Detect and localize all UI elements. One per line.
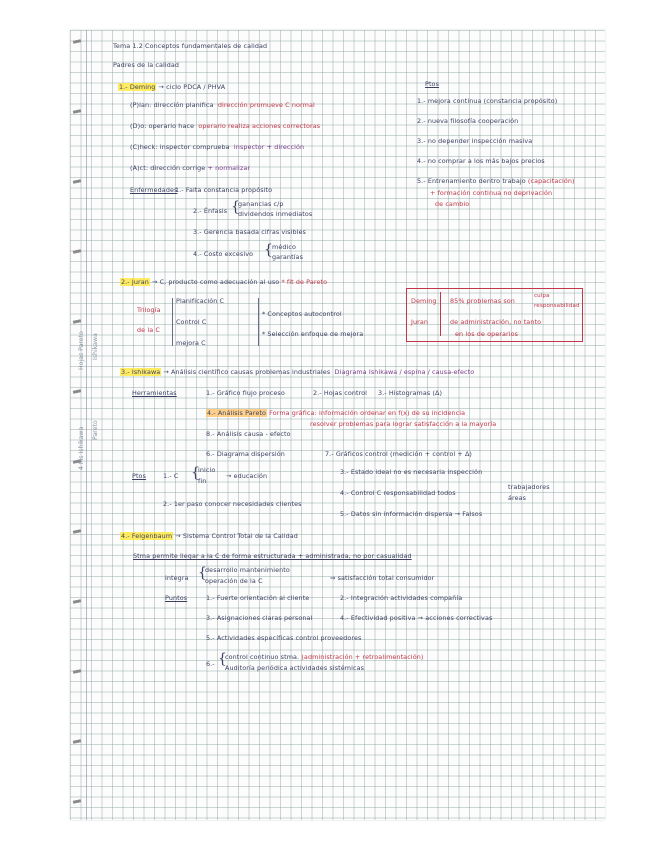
box-text: de administración, no tanto [450, 318, 542, 326]
point-item: 5.- Entrenamiento dentro trabajo (capacitación) [417, 177, 575, 185]
ishikawa-point: 3.- Estado ideal no es necesaria inspección [340, 468, 483, 476]
feigenbaum-point: 6.- [206, 660, 215, 668]
trilogy-note: * Selección enfoque de mejora [262, 330, 364, 338]
ishikawa-point: 2.- 1er paso conocer necesidades clientes [163, 500, 302, 508]
ishikawa-subpoint: fin [198, 477, 207, 485]
disease-subitem: dividendos inmediatos [238, 210, 313, 218]
ishikawa-heading: 3.- Ishikawa → Análisis científico causas problemas industriales Diagrama Ishikawa / espina / causa-efecto [121, 368, 475, 376]
section-subtitle: Padres de la calidad [113, 61, 180, 69]
margin-line [86, 30, 87, 820]
disease-item: 2.- Énfasis [193, 207, 228, 215]
deming-do: (D)o: operario hace operario realiza acciones correctoras [130, 122, 321, 130]
disease-subitem: ganancias c/p [238, 200, 284, 208]
integra-item: desarrollo mantenimiento [205, 566, 290, 574]
tool-item: 3.- Histogramas (Δ) [378, 389, 443, 397]
points-title: Ptos [425, 80, 439, 88]
feigenbaum-subpoint: Auditoría periódica actividades sistémicas [225, 664, 365, 672]
disease-item: 4.- Costo excesivo [193, 250, 254, 258]
tool-item: 4.- Análisis Pareto Forma gráfica: información ordenar en f(x) de su incidencia [207, 409, 466, 417]
disease-subitem: garantías [272, 253, 303, 261]
diseases-title: Enfermedades [130, 186, 178, 194]
box-text: 85% problemas son [450, 297, 515, 305]
ptos-title: Ptos [132, 472, 146, 480]
deming-check: (C)heck: inspector comprueba inspector + dirección [130, 143, 305, 151]
juran-heading: 2.- Juran → C, producto como adecuación al uso * fit de Pareto [121, 278, 328, 286]
box-text: responsabilidad [534, 303, 580, 309]
trilogy-bracket [258, 298, 259, 346]
ishikawa-subpoint: inicio [198, 466, 216, 474]
point-note: + formación continua no deprivación [430, 189, 553, 197]
disease-item: 3.- Gerencia basada cifras visibles [193, 228, 306, 236]
brace: { [264, 242, 273, 258]
tool-item: 6.- Diagrama dispersión [206, 450, 285, 458]
tools-title: Herramientas [132, 389, 177, 397]
tool-item: 1.- Gráfico flujo proceso [206, 389, 285, 397]
margin-note: Ishikawa [92, 333, 99, 360]
trilogy-label: de la C [137, 326, 160, 334]
ishikawa-point: 4.- Control C responsabilidad todos [340, 489, 456, 497]
tool-item: 7.- Gráficos control (medición + control + Δ) [325, 450, 473, 458]
tool-item: 8.- Análisis causa - efecto [206, 430, 291, 438]
feigenbaum-subpoint: control continuo stma. (administración + retroalimentación) [225, 653, 424, 661]
integra-result: ⇒ satisfacción total consumidor [330, 574, 435, 582]
box-label: Deming [411, 297, 437, 305]
brace: { [191, 465, 200, 481]
feigenbaum-point: 2.- Integración actividades compañía [340, 594, 463, 602]
brace: { [198, 565, 207, 581]
margin-note: 4 Ms Ishikawa [78, 426, 85, 470]
box-text: en los de operarios [455, 330, 519, 338]
trilogy-bracket [172, 298, 173, 346]
point-item: 3.- no depender inspección masiva [417, 137, 533, 145]
ishikawa-point: → educación [226, 472, 268, 480]
point-item: 4.- no comprar a los más bajos precios [417, 157, 545, 165]
feigenbaum-point: 5.- Actividades específicas control proveedores [206, 634, 362, 642]
box-text: culpa [534, 293, 550, 299]
feigenbaum-heading: 4.- Feigenbaum → Sistema Control Total de la Calidad [121, 532, 298, 540]
disease-item: 1.- Falta constancia propósito [175, 186, 273, 194]
feigenbaum-point: 4.- Efectividad positiva → acciones correctivas [340, 614, 493, 622]
deming-heading: 1.- Deming → ciclo PDCA / PHVA [119, 83, 226, 91]
ishikawa-subpoint: áreas [508, 494, 527, 502]
feigenbaum-point: 3.- Asignaciones claras personal [206, 614, 313, 622]
point-item: 1.- mejora continua (constancia propósito) [417, 97, 558, 105]
margin-note: Hojas Pareto [78, 331, 85, 370]
integra-label: integra [165, 574, 189, 582]
deming-plan: (P)lan: dirección planifica dirección promueve C normal [130, 101, 315, 109]
page-title: Tema 1.2 Conceptos fundamentales de calidad [113, 42, 268, 50]
tool-item: 2.- Hojas control [313, 389, 368, 397]
sistema-line: Stma permite llegar a la C de forma estructurada + administrada, no por casualidad [133, 552, 412, 560]
disease-subitem: médico [272, 243, 297, 251]
brace: { [231, 199, 240, 215]
ishikawa-subpoint: trabajadores [508, 483, 550, 491]
ishikawa-point: 5.- Datos sin información dispersa → Falsos [340, 510, 483, 518]
trilogy-item: mejora C [176, 339, 206, 347]
tool-note: resolver problemas para lograr satisfacción a la mayoría [310, 420, 497, 428]
trilogy-label: Trilogía [137, 306, 161, 314]
puntos-title: Puntos [165, 594, 188, 602]
box-bracket [440, 292, 441, 336]
ishikawa-point: 1.- C [163, 472, 179, 480]
deming-act: (A)ct: dirección corrige + normalizar [130, 164, 251, 172]
feigenbaum-point: 1.- Fuerte orientación al cliente [206, 594, 310, 602]
point-item: 2.- nueva filosofía cooperación [417, 117, 519, 125]
trilogy-note: * Conceptos autocontrol [262, 310, 342, 318]
point-note: de cambio [435, 200, 470, 208]
brace: { [218, 651, 227, 667]
trilogy-item: Control C [176, 318, 207, 326]
margin-note: Pareto [92, 420, 99, 440]
integra-item: operación de la C [205, 577, 263, 585]
box-label: Juran [411, 318, 429, 326]
trilogy-item: Planificación C [176, 297, 225, 305]
